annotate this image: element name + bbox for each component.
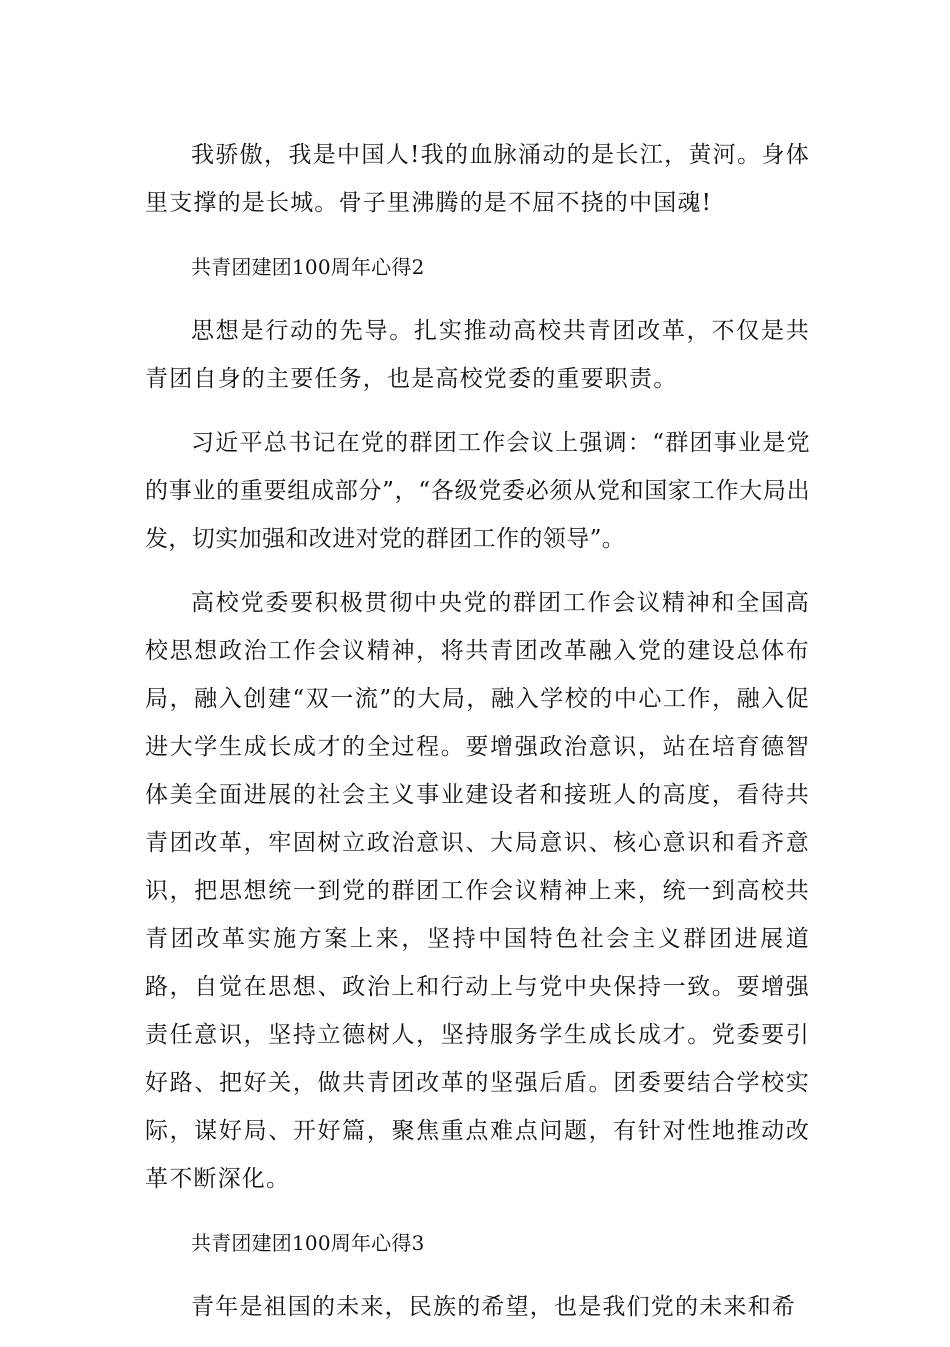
document-body (145, 131, 810, 1347)
section-heading-2: 共青团建团100周年心得2 (191, 255, 425, 279)
paragraph-youth: 青年是祖国的未来，民族的希望，也是我们党的未来和希 (191, 1294, 796, 1320)
paragraph-pride: 我骄傲，我是中国人!我的血脉涌动的是长江，黄河。身体里支撑的是长城。骨子里沸腾的是不屈不挠的中国魂! (145, 142, 810, 216)
paragraph-quote: 习近平总书记在党的群团工作会议上强调：“群团事业是党的事业的重要组成部分”，“各级党委必须从党和国家工作大局出发，切实加强和改进对党的群团工作的领导”。 (145, 430, 810, 552)
paragraph-thought: 思想是行动的先导。扎实推动高校共青团改革，不仅是共青团自身的主要任务，也是高校党委的重要职责。 (145, 318, 810, 392)
paragraph-university-party: 高校党委要积极贯彻中央党的群团工作会议精神和全国高校思想政治工作会议精神，将共青团改革融入党的建设总体布局，融入创建“双一流”的大局，融入学校的中心工作，融入促进大学生成长成才的全过程。要增强政治意识，站在培育德智体美全面进展的社会主义事业建设者和接班人的高度，看待共青团改革，牢固树立政治意识、大局意识、核心意识和看齐意识，把思想统一到党的群团工作会议精神上来，统一到高校共青团改革实施方案上来，坚持中国特色社会主义群团进展道路，自觉在思想、政治上和行动上与党中央保持一致。要增强责任意识，坚持立德树人，坚持服务学生成长成才。党委要引好路、把好关，做共青团改革的坚强后盾。团委要结合学校实际，谋好局、开好篇，聚焦重点难点问题，有针对性地推动改革不断深化。 (145, 590, 810, 1192)
section-heading-3: 共青团建团100周年心得3 (191, 1231, 425, 1255)
